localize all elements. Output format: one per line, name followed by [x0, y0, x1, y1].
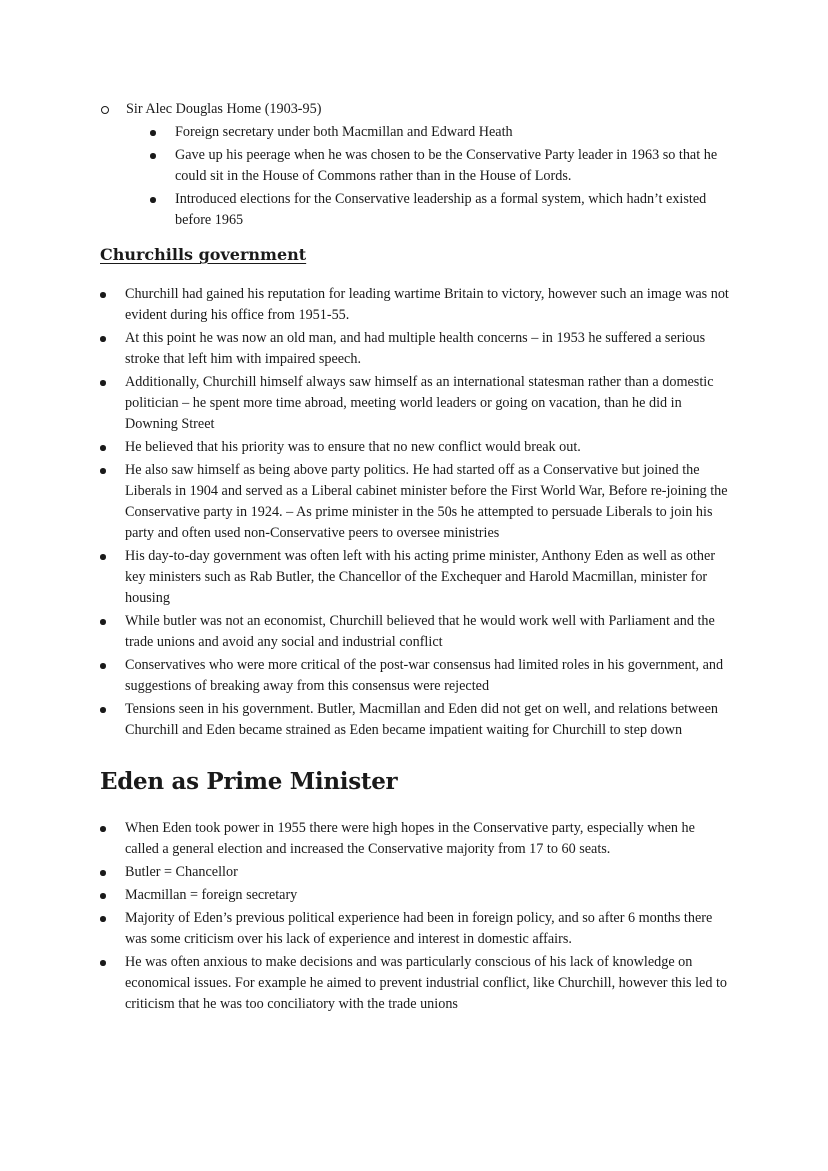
list-item	[100, 328, 732, 370]
list-item-text: Gave up his peerage when he was chosen to be the Conservative Party leader in 1963 so that he could sit in the House of Commons rather than in the House of Lords.	[175, 147, 718, 184]
list-item	[100, 284, 732, 326]
list-item-text: Butler = Chancellor	[125, 864, 238, 880]
bullet-icon	[100, 663, 106, 669]
bullet-icon	[100, 826, 106, 832]
eden-heading: Eden as Prime Minister	[100, 768, 398, 795]
list-item	[100, 952, 732, 1015]
intro-heading: Sir Alec Douglas Home (1903-95)	[126, 101, 322, 117]
list-item-text: Introduced elections for the Conservative leadership as a formal system, which hadn’t existed before 1965	[175, 191, 707, 228]
list-item-text: Churchill had gained his reputation for leading wartime Britain to victory, however such an image was not evident during his office from 1951-55.	[125, 286, 729, 323]
bullet-icon	[100, 554, 106, 560]
eden-bullet-list	[100, 818, 732, 1017]
list-item	[100, 699, 732, 741]
list-item-text: While butler was not an economist, Churchill believed that he would work well with Parliament and the trade unions and avoid any social and industrial conflict	[125, 613, 715, 650]
list-item	[100, 655, 732, 697]
bullet-icon	[100, 893, 106, 899]
intro-heading-row	[100, 99, 740, 120]
bullet-icon	[100, 292, 106, 298]
list-item	[100, 460, 732, 544]
churchill-bullet-list	[100, 284, 732, 743]
bullet-icon	[100, 870, 106, 876]
list-item	[100, 611, 732, 653]
bullet-icon	[150, 153, 156, 159]
list-item	[175, 145, 740, 187]
list-item-text: Macmillan = foreign secretary	[125, 887, 298, 903]
list-item	[175, 189, 740, 231]
intro-section	[100, 99, 740, 233]
list-item-text: Tensions seen in his government. Butler, Macmillan and Eden did not get on well, and relations between Churchill and Eden became strained as Eden became impatient waiting for Churchill to step down	[125, 701, 718, 738]
bullet-icon	[100, 960, 106, 966]
bullet-icon	[100, 619, 106, 625]
list-item-text: At this point he was now an old man, and had multiple health concerns – in 1953 he suffered a serious stroke that left him with impaired speech.	[125, 330, 706, 367]
list-item	[175, 122, 740, 143]
bullet-icon	[100, 380, 106, 386]
list-item-text: His day-to-day government was often left with his acting prime minister, Anthony Eden as well as other key ministers such as Rab Butler, the Chancellor of the Exchequer and Harold Macmillan, minister for housing	[125, 548, 716, 606]
list-item-text: Majority of Eden’s previous political experience had been in foreign policy, and so after 6 months there was some criticism over his lack of experience and interest in domestic affairs.	[125, 910, 713, 947]
list-item	[100, 437, 732, 458]
bullet-icon	[100, 336, 106, 342]
list-item-text: When Eden took power in 1955 there were high hopes in the Conservative party, especially when he called a general election and increased the Conservative majority from 17 to 60 seats.	[125, 820, 695, 857]
list-item	[100, 818, 732, 860]
bullet-icon	[100, 707, 106, 713]
bullet-icon	[150, 197, 156, 203]
bullet-icon	[100, 916, 106, 922]
list-item	[100, 372, 732, 435]
list-item-text: He was often anxious to make decisions and was particularly conscious of his lack of knowledge on economical issues. For example he aimed to prevent industrial conflict, like Churchill, however this led to criticism that he was too conciliatory with the trade unions	[125, 954, 728, 1012]
bullet-icon	[100, 468, 106, 474]
list-item	[100, 546, 732, 609]
list-item-text: He also saw himself as being above party politics. He had started off as a Conservative but joined the Liberals in 1904 and served as a Liberal cabinet minister before the First World War, Before re-joining the Conservative party in 1924. – As prime minister in the 50s he attempted to persuade Liberals to join his party and often used non-Conservative peers to oversee ministries	[125, 462, 728, 541]
bullet-icon	[100, 445, 106, 451]
intro-bullet-list	[100, 122, 740, 231]
list-item-text: Foreign secretary under both Macmillan and Edward Heath	[175, 124, 513, 140]
list-item-text: Additionally, Churchill himself always saw himself as an international statesman rather than a domestic politician – he spent more time abroad, meeting world leaders or going on vacation, than he did in Downing Street	[125, 374, 714, 432]
churchill-heading: Churchills government	[100, 245, 307, 264]
bullet-icon	[150, 130, 156, 136]
list-item-text: He believed that his priority was to ensure that no new conflict would break out.	[125, 439, 581, 455]
list-item-text: Conservatives who were more critical of the post-war consensus had limited roles in his government, and suggestions of breaking away from this consensus were rejected	[125, 657, 724, 694]
hollow-circle-bullet-icon	[101, 106, 109, 114]
list-item	[100, 862, 732, 883]
list-item	[100, 885, 732, 906]
list-item	[100, 908, 732, 950]
